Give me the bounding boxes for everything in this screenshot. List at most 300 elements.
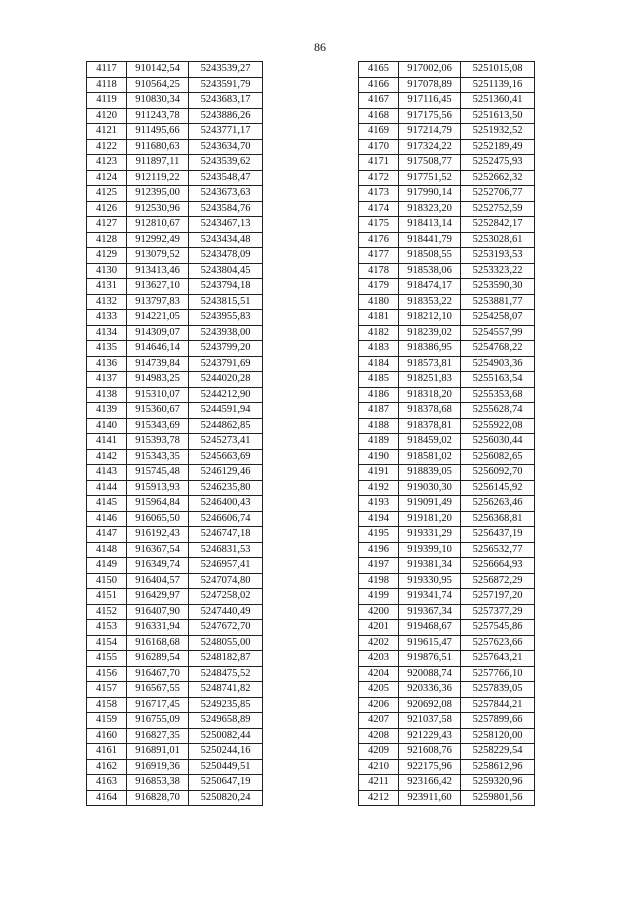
point-number-cell: 4121	[87, 124, 127, 140]
point-number-cell: 4181	[359, 310, 399, 326]
x-coordinate-cell: 919876,51	[399, 651, 461, 667]
table-row	[359, 325, 535, 341]
y-coordinate-cell: 5243539,62	[189, 155, 263, 171]
x-coordinate-cell: 915310,07	[127, 387, 189, 403]
y-coordinate-cell: 5254557,99	[461, 325, 535, 341]
page-number: 86	[314, 40, 326, 54]
x-coordinate-cell: 918581,02	[399, 449, 461, 465]
x-coordinate-cell: 916065,50	[127, 511, 189, 527]
x-coordinate-cell: 918353,22	[399, 294, 461, 310]
point-number-cell: 4144	[87, 480, 127, 496]
table-row	[87, 790, 263, 806]
y-coordinate-cell: 5243584,76	[189, 201, 263, 217]
table-row	[87, 589, 263, 605]
table-row	[359, 635, 535, 651]
coordinates-table-right	[358, 61, 535, 806]
x-coordinate-cell: 916349,74	[127, 558, 189, 574]
y-coordinate-cell: 5244020,28	[189, 372, 263, 388]
point-number-cell: 4146	[87, 511, 127, 527]
y-coordinate-cell: 5256263,46	[461, 496, 535, 512]
point-number-cell: 4165	[359, 62, 399, 78]
x-coordinate-cell: 919331,29	[399, 527, 461, 543]
y-coordinate-cell: 5250244,16	[189, 744, 263, 760]
table-row	[359, 449, 535, 465]
x-coordinate-cell: 916891,01	[127, 744, 189, 760]
y-coordinate-cell: 5243771,17	[189, 124, 263, 140]
table-row	[87, 573, 263, 589]
y-coordinate-cell: 5246747,18	[189, 527, 263, 543]
y-coordinate-cell: 5243683,17	[189, 93, 263, 109]
point-number-cell: 4154	[87, 635, 127, 651]
point-number-cell: 4152	[87, 604, 127, 620]
table-row	[359, 558, 535, 574]
x-coordinate-cell: 919341,74	[399, 589, 461, 605]
point-number-cell: 4185	[359, 372, 399, 388]
table-row	[87, 651, 263, 667]
point-number-cell: 4188	[359, 418, 399, 434]
x-coordinate-cell: 919367,34	[399, 604, 461, 620]
y-coordinate-cell: 5257545,86	[461, 620, 535, 636]
y-coordinate-cell: 5252706,77	[461, 186, 535, 202]
table-row	[359, 232, 535, 248]
y-coordinate-cell: 5243467,13	[189, 217, 263, 233]
table-row	[87, 201, 263, 217]
table-row	[87, 279, 263, 295]
x-coordinate-cell: 913797,83	[127, 294, 189, 310]
table-row	[359, 527, 535, 543]
table-row	[359, 341, 535, 357]
x-coordinate-cell: 916429,97	[127, 589, 189, 605]
point-number-cell: 4183	[359, 341, 399, 357]
x-coordinate-cell: 913413,46	[127, 263, 189, 279]
x-coordinate-cell: 916717,45	[127, 697, 189, 713]
table-row	[359, 775, 535, 791]
y-coordinate-cell: 5251613,50	[461, 108, 535, 124]
point-number-cell: 4129	[87, 248, 127, 264]
y-coordinate-cell: 5243434,48	[189, 232, 263, 248]
table-row	[87, 744, 263, 760]
x-coordinate-cell: 915343,35	[127, 449, 189, 465]
table-row	[359, 310, 535, 326]
table-row	[359, 155, 535, 171]
table-row	[359, 77, 535, 93]
table-row	[87, 325, 263, 341]
x-coordinate-cell: 917078,89	[399, 77, 461, 93]
x-coordinate-cell: 916853,38	[127, 775, 189, 791]
coordinates-table-right-body	[359, 62, 535, 806]
y-coordinate-cell: 5243794,18	[189, 279, 263, 295]
point-number-cell: 4131	[87, 279, 127, 295]
table-row	[87, 713, 263, 729]
x-coordinate-cell: 918386,95	[399, 341, 461, 357]
x-coordinate-cell: 914221,05	[127, 310, 189, 326]
point-number-cell: 4200	[359, 604, 399, 620]
y-coordinate-cell: 5251015,08	[461, 62, 535, 78]
x-coordinate-cell: 923911,60	[399, 790, 461, 806]
x-coordinate-cell: 912810,67	[127, 217, 189, 233]
x-coordinate-cell: 911243,78	[127, 108, 189, 124]
x-coordinate-cell: 916192,43	[127, 527, 189, 543]
x-coordinate-cell: 918212,10	[399, 310, 461, 326]
table-row	[359, 573, 535, 589]
point-number-cell: 4210	[359, 759, 399, 775]
table-row	[359, 651, 535, 667]
table-row	[87, 527, 263, 543]
y-coordinate-cell: 5246606,74	[189, 511, 263, 527]
point-number-cell: 4139	[87, 403, 127, 419]
x-coordinate-cell: 910564,25	[127, 77, 189, 93]
point-number-cell: 4173	[359, 186, 399, 202]
x-coordinate-cell: 917508,77	[399, 155, 461, 171]
table-row	[359, 186, 535, 202]
table-row	[87, 248, 263, 264]
y-coordinate-cell: 5243791,69	[189, 356, 263, 372]
point-number-cell: 4196	[359, 542, 399, 558]
x-coordinate-cell: 911495,66	[127, 124, 189, 140]
x-coordinate-cell: 920692,08	[399, 697, 461, 713]
y-coordinate-cell: 5257899,66	[461, 713, 535, 729]
y-coordinate-cell: 5243804,45	[189, 263, 263, 279]
x-coordinate-cell: 919091,49	[399, 496, 461, 512]
y-coordinate-cell: 5252189,49	[461, 139, 535, 155]
y-coordinate-cell: 5253881,77	[461, 294, 535, 310]
point-number-cell: 4202	[359, 635, 399, 651]
x-coordinate-cell: 918413,14	[399, 217, 461, 233]
point-number-cell: 4160	[87, 728, 127, 744]
x-coordinate-cell: 923166,42	[399, 775, 461, 791]
point-number-cell: 4211	[359, 775, 399, 791]
x-coordinate-cell: 919181,20	[399, 511, 461, 527]
y-coordinate-cell: 5252752,59	[461, 201, 535, 217]
table-row	[87, 77, 263, 93]
x-coordinate-cell: 916827,35	[127, 728, 189, 744]
point-number-cell: 4138	[87, 387, 127, 403]
x-coordinate-cell: 917751,52	[399, 170, 461, 186]
y-coordinate-cell: 5244212,90	[189, 387, 263, 403]
table-row	[359, 356, 535, 372]
x-coordinate-cell: 910142,54	[127, 62, 189, 78]
table-row	[87, 263, 263, 279]
point-number-cell: 4158	[87, 697, 127, 713]
table-row	[359, 372, 535, 388]
table-row	[359, 759, 535, 775]
table-row	[359, 217, 535, 233]
x-coordinate-cell: 913627,10	[127, 279, 189, 295]
point-number-cell: 4178	[359, 263, 399, 279]
x-coordinate-cell: 919468,67	[399, 620, 461, 636]
table-row	[87, 635, 263, 651]
point-number-cell: 4195	[359, 527, 399, 543]
table-row	[359, 697, 535, 713]
coordinates-table-left-body	[87, 62, 263, 806]
table-row	[87, 124, 263, 140]
table-row	[87, 666, 263, 682]
x-coordinate-cell: 914983,25	[127, 372, 189, 388]
table-row	[359, 139, 535, 155]
y-coordinate-cell: 5250082,44	[189, 728, 263, 744]
x-coordinate-cell: 918538,06	[399, 263, 461, 279]
point-number-cell: 4170	[359, 139, 399, 155]
x-coordinate-cell: 918474,17	[399, 279, 461, 295]
y-coordinate-cell: 5255353,68	[461, 387, 535, 403]
point-number-cell: 4182	[359, 325, 399, 341]
table-row	[87, 465, 263, 481]
y-coordinate-cell: 5256082,65	[461, 449, 535, 465]
y-coordinate-cell: 5251360,41	[461, 93, 535, 109]
point-number-cell: 4128	[87, 232, 127, 248]
y-coordinate-cell: 5256532,77	[461, 542, 535, 558]
x-coordinate-cell: 918441,79	[399, 232, 461, 248]
y-coordinate-cell: 5249658,89	[189, 713, 263, 729]
x-coordinate-cell: 917002,06	[399, 62, 461, 78]
point-number-cell: 4143	[87, 465, 127, 481]
point-number-cell: 4150	[87, 573, 127, 589]
point-number-cell: 4184	[359, 356, 399, 372]
y-coordinate-cell: 5256368,81	[461, 511, 535, 527]
table-row	[87, 496, 263, 512]
point-number-cell: 4179	[359, 279, 399, 295]
table-row	[359, 108, 535, 124]
table-row	[359, 744, 535, 760]
y-coordinate-cell: 5248055,00	[189, 635, 263, 651]
table-row	[359, 511, 535, 527]
x-coordinate-cell: 916367,54	[127, 542, 189, 558]
point-number-cell: 4120	[87, 108, 127, 124]
y-coordinate-cell: 5243539,27	[189, 62, 263, 78]
point-number-cell: 4124	[87, 170, 127, 186]
table-row	[87, 170, 263, 186]
y-coordinate-cell: 5257839,05	[461, 682, 535, 698]
point-number-cell: 4155	[87, 651, 127, 667]
x-coordinate-cell: 916331,94	[127, 620, 189, 636]
y-coordinate-cell: 5257844,21	[461, 697, 535, 713]
point-number-cell: 4130	[87, 263, 127, 279]
x-coordinate-cell: 911680,63	[127, 139, 189, 155]
coordinates-table-left	[86, 61, 263, 806]
table-row	[87, 310, 263, 326]
x-coordinate-cell: 916919,36	[127, 759, 189, 775]
point-number-cell: 4147	[87, 527, 127, 543]
table-row	[87, 558, 263, 574]
y-coordinate-cell: 5259801,56	[461, 790, 535, 806]
point-number-cell: 4174	[359, 201, 399, 217]
x-coordinate-cell: 916289,54	[127, 651, 189, 667]
y-coordinate-cell: 5254768,22	[461, 341, 535, 357]
table-row	[87, 93, 263, 109]
table-row	[359, 62, 535, 78]
y-coordinate-cell: 5251139,16	[461, 77, 535, 93]
y-coordinate-cell: 5256030,44	[461, 434, 535, 450]
y-coordinate-cell: 5257643,21	[461, 651, 535, 667]
y-coordinate-cell: 5248741,82	[189, 682, 263, 698]
point-number-cell: 4163	[87, 775, 127, 791]
point-number-cell: 4172	[359, 170, 399, 186]
x-coordinate-cell: 916407,90	[127, 604, 189, 620]
x-coordinate-cell: 921229,43	[399, 728, 461, 744]
table-row	[359, 666, 535, 682]
table-row	[359, 465, 535, 481]
table-row	[359, 294, 535, 310]
x-coordinate-cell: 912119,22	[127, 170, 189, 186]
x-coordinate-cell: 918508,55	[399, 248, 461, 264]
table-row	[87, 139, 263, 155]
table-row	[359, 403, 535, 419]
x-coordinate-cell: 912395,00	[127, 186, 189, 202]
x-coordinate-cell: 919330,95	[399, 573, 461, 589]
table-row	[359, 480, 535, 496]
x-coordinate-cell: 918378,81	[399, 418, 461, 434]
point-number-cell: 4136	[87, 356, 127, 372]
x-coordinate-cell: 910830,34	[127, 93, 189, 109]
table-row	[359, 713, 535, 729]
table-row	[359, 790, 535, 806]
x-coordinate-cell: 917116,45	[399, 93, 461, 109]
point-number-cell: 4118	[87, 77, 127, 93]
point-number-cell: 4212	[359, 790, 399, 806]
y-coordinate-cell: 5256145,92	[461, 480, 535, 496]
y-coordinate-cell: 5254903,36	[461, 356, 535, 372]
point-number-cell: 4117	[87, 62, 127, 78]
x-coordinate-cell: 919030,30	[399, 480, 461, 496]
x-coordinate-cell: 918318,20	[399, 387, 461, 403]
x-coordinate-cell: 918573,81	[399, 356, 461, 372]
x-coordinate-cell: 916168,68	[127, 635, 189, 651]
y-coordinate-cell: 5257377,29	[461, 604, 535, 620]
table-row	[87, 62, 263, 78]
x-coordinate-cell: 918839,05	[399, 465, 461, 481]
x-coordinate-cell: 921037,58	[399, 713, 461, 729]
y-coordinate-cell: 5254258,07	[461, 310, 535, 326]
table-row	[87, 186, 263, 202]
x-coordinate-cell: 922175,96	[399, 759, 461, 775]
table-row	[87, 217, 263, 233]
y-coordinate-cell: 5243799,20	[189, 341, 263, 357]
y-coordinate-cell: 5257623,66	[461, 635, 535, 651]
y-coordinate-cell: 5243955,83	[189, 310, 263, 326]
table-row	[87, 620, 263, 636]
y-coordinate-cell: 5243938,00	[189, 325, 263, 341]
table-row	[87, 108, 263, 124]
y-coordinate-cell: 5245273,41	[189, 434, 263, 450]
x-coordinate-cell: 916567,55	[127, 682, 189, 698]
y-coordinate-cell: 5243815,51	[189, 294, 263, 310]
table-row	[359, 620, 535, 636]
table-row	[87, 341, 263, 357]
y-coordinate-cell: 5243634,70	[189, 139, 263, 155]
y-coordinate-cell: 5256664,93	[461, 558, 535, 574]
x-coordinate-cell: 914309,07	[127, 325, 189, 341]
table-row	[87, 356, 263, 372]
x-coordinate-cell: 917175,56	[399, 108, 461, 124]
point-number-cell: 4162	[87, 759, 127, 775]
point-number-cell: 4159	[87, 713, 127, 729]
point-number-cell: 4194	[359, 511, 399, 527]
y-coordinate-cell: 5244591,94	[189, 403, 263, 419]
y-coordinate-cell: 5250449,51	[189, 759, 263, 775]
y-coordinate-cell: 5259320,96	[461, 775, 535, 791]
table-row	[359, 604, 535, 620]
x-coordinate-cell: 915913,93	[127, 480, 189, 496]
x-coordinate-cell: 914739,84	[127, 356, 189, 372]
table-row	[87, 604, 263, 620]
table-row	[87, 682, 263, 698]
point-number-cell: 4156	[87, 666, 127, 682]
table-row	[359, 93, 535, 109]
x-coordinate-cell: 920336,36	[399, 682, 461, 698]
point-number-cell: 4145	[87, 496, 127, 512]
x-coordinate-cell: 911897,11	[127, 155, 189, 171]
point-number-cell: 4180	[359, 294, 399, 310]
table-row	[87, 728, 263, 744]
y-coordinate-cell: 5246235,80	[189, 480, 263, 496]
point-number-cell: 4176	[359, 232, 399, 248]
y-coordinate-cell: 5247440,49	[189, 604, 263, 620]
y-coordinate-cell: 5255163,54	[461, 372, 535, 388]
y-coordinate-cell: 5245663,69	[189, 449, 263, 465]
y-coordinate-cell: 5250820,24	[189, 790, 263, 806]
table-row	[87, 294, 263, 310]
table-row	[359, 263, 535, 279]
point-number-cell: 4122	[87, 139, 127, 155]
point-number-cell: 4206	[359, 697, 399, 713]
y-coordinate-cell: 5256092,70	[461, 465, 535, 481]
point-number-cell: 4199	[359, 589, 399, 605]
y-coordinate-cell: 5247672,70	[189, 620, 263, 636]
point-number-cell: 4203	[359, 651, 399, 667]
point-number-cell: 4119	[87, 93, 127, 109]
table-row	[359, 496, 535, 512]
x-coordinate-cell: 912530,96	[127, 201, 189, 217]
x-coordinate-cell: 915964,84	[127, 496, 189, 512]
x-coordinate-cell: 921608,76	[399, 744, 461, 760]
table-row	[359, 589, 535, 605]
y-coordinate-cell: 5247074,80	[189, 573, 263, 589]
point-number-cell: 4168	[359, 108, 399, 124]
point-number-cell: 4137	[87, 372, 127, 388]
point-number-cell: 4193	[359, 496, 399, 512]
table-row	[359, 201, 535, 217]
x-coordinate-cell: 914646,14	[127, 341, 189, 357]
point-number-cell: 4151	[87, 589, 127, 605]
y-coordinate-cell: 5243548,47	[189, 170, 263, 186]
point-number-cell: 4132	[87, 294, 127, 310]
y-coordinate-cell: 5256437,19	[461, 527, 535, 543]
point-number-cell: 4187	[359, 403, 399, 419]
table-row	[359, 124, 535, 140]
x-coordinate-cell: 918459,02	[399, 434, 461, 450]
table-row	[359, 248, 535, 264]
y-coordinate-cell: 5249235,85	[189, 697, 263, 713]
x-coordinate-cell: 916404,57	[127, 573, 189, 589]
table-row	[87, 387, 263, 403]
point-number-cell: 4175	[359, 217, 399, 233]
y-coordinate-cell: 5258120,00	[461, 728, 535, 744]
x-coordinate-cell: 916755,09	[127, 713, 189, 729]
table-row	[359, 542, 535, 558]
y-coordinate-cell: 5246129,46	[189, 465, 263, 481]
point-number-cell: 4148	[87, 542, 127, 558]
x-coordinate-cell: 917324,22	[399, 139, 461, 155]
point-number-cell: 4208	[359, 728, 399, 744]
y-coordinate-cell: 5252842,17	[461, 217, 535, 233]
x-coordinate-cell: 915343,69	[127, 418, 189, 434]
y-coordinate-cell: 5252475,93	[461, 155, 535, 171]
point-number-cell: 4167	[359, 93, 399, 109]
table-row	[359, 682, 535, 698]
point-number-cell: 4190	[359, 449, 399, 465]
point-number-cell: 4169	[359, 124, 399, 140]
table-row	[359, 728, 535, 744]
